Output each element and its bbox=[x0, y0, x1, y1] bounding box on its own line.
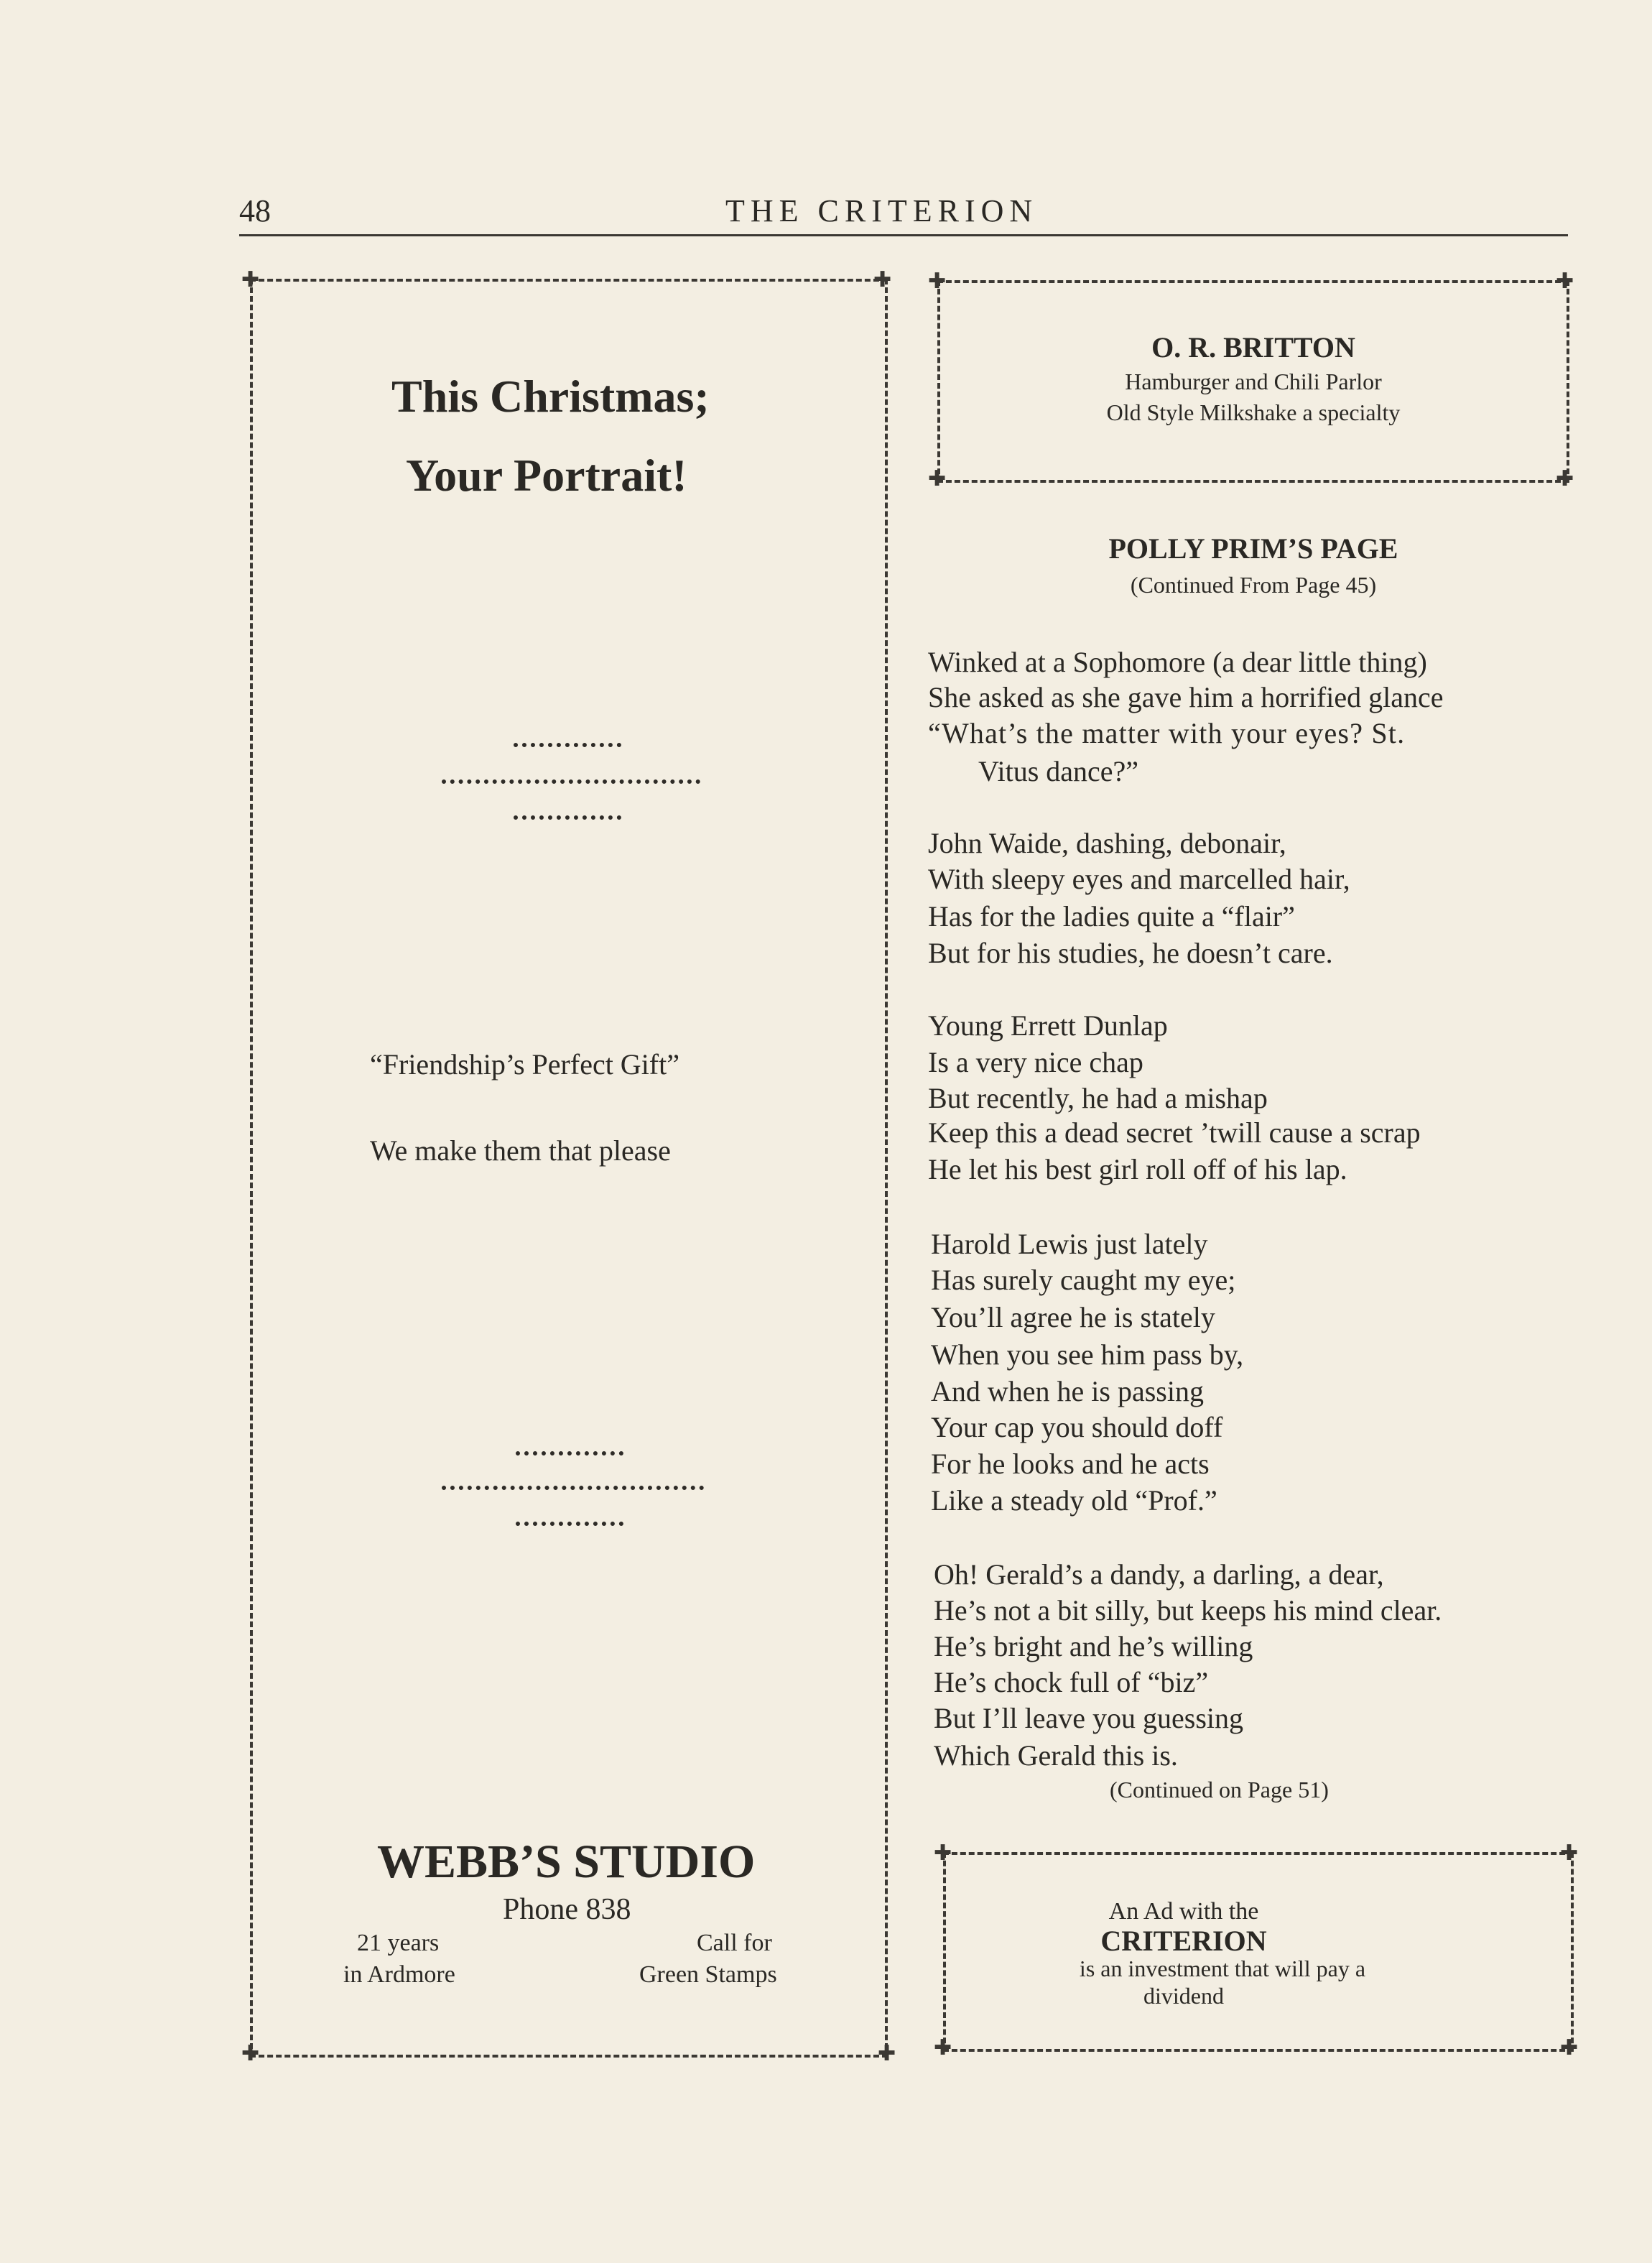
webbs-ad-border bbox=[250, 279, 888, 2058]
poem-line: Vitus dance?” bbox=[978, 755, 1139, 787]
poem-line: Winked at a Sophomore (a dear little thing) bbox=[928, 646, 1427, 678]
corner-ornament-icon: ✚ bbox=[241, 2041, 260, 2066]
poem-line: Is a very nice chap bbox=[928, 1046, 1143, 1078]
corner-ornament-icon: ✚ bbox=[1556, 269, 1574, 294]
poem-line: But for his studies, he doesn’t care. bbox=[928, 937, 1333, 969]
criterion-ad-line-3: is an investment that will pay a bbox=[1079, 1956, 1366, 1981]
header-rule bbox=[239, 234, 1568, 236]
poem-line: With sleepy eyes and marcelled hair, bbox=[928, 863, 1350, 895]
ad-slogan: “Friendship’s Perfect Gift” bbox=[370, 1048, 679, 1080]
corner-ornament-icon: ✚ bbox=[878, 2041, 896, 2066]
running-title: THE CRITERION bbox=[725, 193, 1039, 228]
poem-line: Which Gerald this is. bbox=[934, 1739, 1178, 1772]
ad-headline-line-1: This Christmas; bbox=[391, 371, 710, 422]
poem-line: He’s chock full of “biz” bbox=[934, 1666, 1209, 1698]
ornament-divider-icon bbox=[514, 743, 621, 747]
criterion-ad-line-2: CRITERION bbox=[1100, 1925, 1267, 1957]
corner-ornament-icon: ✚ bbox=[1560, 1841, 1579, 1866]
article-continued-on: (Continued on Page 51) bbox=[1110, 1777, 1329, 1802]
poem-line: Harold Lewis just lately bbox=[931, 1228, 1208, 1260]
poem-line: John Waide, dashing, debonair, bbox=[928, 827, 1286, 859]
poem-line: He let his best girl roll off of his lap. bbox=[928, 1153, 1347, 1185]
page-number: 48 bbox=[239, 193, 271, 228]
studio-stamps-line-1: Call for bbox=[697, 1930, 772, 1956]
ad-tagline: We make them that please bbox=[370, 1134, 671, 1167]
britton-line-1: Hamburger and Chili Parlor bbox=[1125, 369, 1382, 394]
poem-line: Has for the ladies quite a “flair” bbox=[928, 900, 1295, 932]
article-title: POLLY PRIM’S PAGE bbox=[1108, 532, 1398, 565]
studio-phone: Phone 838 bbox=[503, 1893, 631, 1926]
ornament-divider-icon bbox=[516, 1451, 623, 1456]
studio-name: WEBB’S STUDIO bbox=[377, 1836, 756, 1888]
studio-years-line-1: 21 years bbox=[357, 1930, 440, 1956]
poem-line: Oh! Gerald’s a dandy, a darling, a dear, bbox=[934, 1558, 1384, 1591]
ornament-divider-icon bbox=[514, 815, 621, 820]
article-continued-from: (Continued From Page 45) bbox=[1130, 572, 1377, 598]
corner-ornament-icon: ✚ bbox=[934, 1841, 952, 1866]
corner-ornament-icon: ✚ bbox=[928, 466, 947, 491]
corner-ornament-icon: ✚ bbox=[241, 267, 260, 292]
poem-line: When you see him pass by, bbox=[931, 1338, 1244, 1371]
studio-years-line-2: in Ardmore bbox=[343, 1961, 455, 1988]
poem-line: “What’s the matter with your eyes? St. bbox=[928, 717, 1406, 749]
britton-name: O. R. BRITTON bbox=[1151, 331, 1355, 364]
poem-line: He’s not a bit silly, but keeps his mind clear. bbox=[934, 1594, 1442, 1626]
poem-line: She asked as she gave him a horrified glance bbox=[928, 681, 1444, 713]
poem-line: Like a steady old “Prof.” bbox=[931, 1484, 1217, 1517]
poem-line: For he looks and he acts bbox=[931, 1448, 1210, 1480]
poem-line: And when he is passing bbox=[931, 1375, 1204, 1407]
poem-line: He’s bright and he’s willing bbox=[934, 1630, 1253, 1662]
criterion-ad-line-1: An Ad with the bbox=[1108, 1898, 1259, 1925]
ornament-divider-icon bbox=[442, 779, 700, 784]
criterion-ad-line-4: dividend bbox=[1143, 1983, 1224, 2009]
britton-line-2: Old Style Milkshake a specialty bbox=[1106, 399, 1401, 425]
corner-ornament-icon: ✚ bbox=[1560, 2035, 1579, 2060]
poem-line: Keep this a dead secret ’twill cause a scrap bbox=[928, 1116, 1421, 1149]
ornament-divider-icon bbox=[442, 1486, 704, 1490]
poem-line: You’ll agree he is stately bbox=[931, 1301, 1215, 1333]
studio-stamps-line-2: Green Stamps bbox=[639, 1961, 777, 1988]
ornament-divider-icon bbox=[516, 1522, 623, 1526]
corner-ornament-icon: ✚ bbox=[934, 2035, 952, 2060]
poem-line: Has surely caught my eye; bbox=[931, 1264, 1236, 1296]
poem-line: Your cap you should doff bbox=[931, 1411, 1223, 1443]
corner-ornament-icon: ✚ bbox=[928, 269, 947, 294]
poem-line: Young Errett Dunlap bbox=[928, 1009, 1168, 1042]
poem-line: But I’ll leave you guessing bbox=[934, 1702, 1244, 1734]
corner-ornament-icon: ✚ bbox=[873, 267, 892, 292]
poem-line: But recently, he had a mishap bbox=[928, 1082, 1268, 1114]
ad-headline-line-2: Your Portrait! bbox=[406, 450, 687, 501]
corner-ornament-icon: ✚ bbox=[1556, 466, 1574, 491]
